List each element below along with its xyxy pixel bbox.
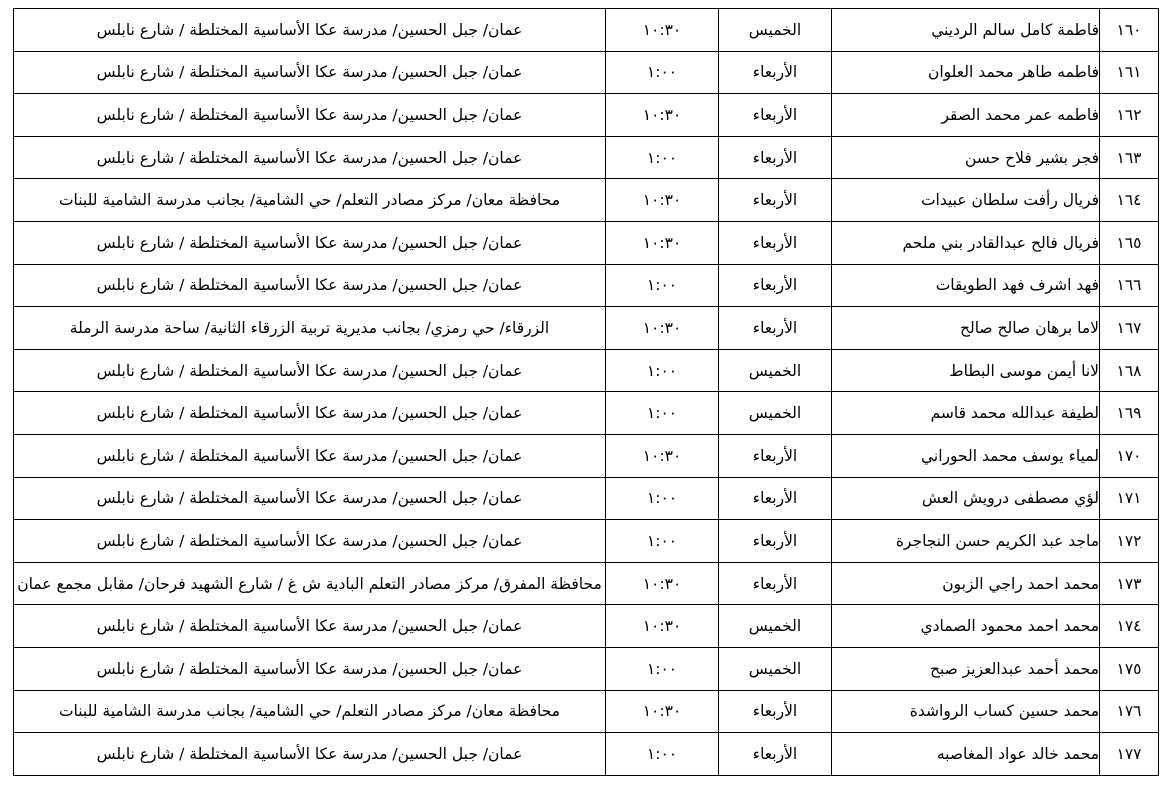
exam-location: عمان/ جبل الحسين/ مدرسة عكا الأساسية المختلطة / شارع نابلس — [96, 105, 523, 124]
exam-time: ١٠:٣٠ — [642, 233, 682, 252]
row-number-cell — [1100, 136, 1159, 179]
participant-name-cell — [832, 136, 1100, 179]
table-row — [14, 264, 1159, 307]
exam-time-cell — [606, 392, 719, 435]
schedule-table — [13, 8, 1159, 776]
exam-day: الخميس — [748, 617, 802, 636]
row-number-cell — [1100, 307, 1159, 350]
exam-time: ١٠:٣٠ — [642, 20, 682, 39]
participant-name-cell — [832, 94, 1100, 137]
participant-name: لمياء يوسف محمد الحوراني — [921, 446, 1099, 465]
exam-day: الخميس — [748, 404, 802, 423]
exam-day: الأربعاء — [752, 446, 798, 465]
exam-time: ١:٠٠ — [646, 659, 678, 678]
row-number-cell — [1100, 520, 1159, 563]
exam-time-cell — [606, 434, 719, 477]
exam-location: محافظة معان/ مركز مصادر التعلم/ حي الشامية/ بجانب مدرسة الشامية للبنات — [58, 191, 561, 210]
exam-location: عمان/ جبل الحسين/ مدرسة عكا الأساسية المختلطة / شارع نابلس — [96, 617, 523, 636]
exam-location-cell — [14, 647, 606, 690]
row-number-cell — [1100, 733, 1159, 776]
exam-day: الأربعاء — [752, 148, 798, 167]
exam-location: عمان/ جبل الحسين/ مدرسة عكا الأساسية المختلطة / شارع نابلس — [96, 659, 523, 678]
row-number-cell — [1100, 179, 1159, 222]
row-number: ١٦٨ — [1116, 361, 1142, 380]
table-row — [14, 392, 1159, 435]
exam-location: محافظة المفرق/ مركز مصادر التعلم البادية ش غ / شارع الشهيد فرحان/ مقابل مجمع عمان — [17, 574, 602, 593]
table-row — [14, 9, 1159, 52]
exam-time-cell — [606, 690, 719, 733]
participant-name: فريال رأفت سلطان عبيدات — [920, 191, 1099, 210]
exam-day: الأربعاء — [752, 318, 798, 337]
exam-day: الأربعاء — [752, 233, 798, 252]
schedule-sheet — [13, 8, 1159, 776]
exam-time-cell — [606, 264, 719, 307]
exam-time: ١:٠٠ — [646, 276, 678, 295]
participant-name-cell — [832, 51, 1100, 94]
table-row — [14, 477, 1159, 520]
exam-time: ١٠:٣٠ — [642, 105, 682, 124]
exam-location: عمان/ جبل الحسين/ مدرسة عكا الأساسية المختلطة / شارع نابلس — [96, 63, 523, 82]
exam-time: ١٠:٣٠ — [642, 574, 682, 593]
exam-location-cell — [14, 307, 606, 350]
exam-location-cell — [14, 733, 606, 776]
row-number: ١٧٤ — [1116, 617, 1142, 636]
exam-time-cell — [606, 51, 719, 94]
exam-time-cell — [606, 733, 719, 776]
exam-day: الخميس — [748, 361, 802, 380]
exam-time: ١:٠٠ — [646, 63, 678, 82]
exam-location: عمان/ جبل الحسين/ مدرسة عكا الأساسية المختلطة / شارع نابلس — [96, 20, 523, 39]
exam-location-cell — [14, 434, 606, 477]
row-number-cell — [1100, 264, 1159, 307]
participant-name: لانا أيمن موسى البطاط — [949, 361, 1099, 380]
participant-name-cell — [832, 264, 1100, 307]
exam-location-cell — [14, 9, 606, 52]
exam-time: ١٠:٣٠ — [642, 702, 682, 721]
row-number-cell — [1100, 94, 1159, 137]
participant-name: محمد احمد محمود الصمادي — [920, 617, 1099, 636]
exam-location-cell — [14, 264, 606, 307]
row-number: ١٦٣ — [1116, 148, 1142, 167]
exam-day: الأربعاء — [752, 105, 798, 124]
exam-day-cell — [719, 264, 832, 307]
exam-day: الخميس — [748, 20, 802, 39]
participant-name-cell — [832, 605, 1100, 648]
schedule-table-body — [14, 9, 1159, 776]
exam-location: عمان/ جبل الحسين/ مدرسة عكا الأساسية المختلطة / شارع نابلس — [96, 531, 523, 550]
row-number: ١٧٦ — [1116, 702, 1142, 721]
exam-time-cell — [606, 477, 719, 520]
row-number-cell — [1100, 51, 1159, 94]
exam-time: ١:٠٠ — [646, 148, 678, 167]
exam-time: ١:٠٠ — [646, 744, 678, 763]
exam-day: الأربعاء — [752, 63, 798, 82]
row-number-cell — [1100, 477, 1159, 520]
exam-day-cell — [719, 434, 832, 477]
table-row — [14, 307, 1159, 350]
exam-day: الأربعاء — [752, 744, 798, 763]
exam-time: ١٠:٣٠ — [642, 617, 682, 636]
row-number-cell — [1100, 221, 1159, 264]
exam-time-cell — [606, 349, 719, 392]
exam-day-cell — [719, 307, 832, 350]
row-number: ١٦٩ — [1116, 404, 1142, 423]
table-row — [14, 94, 1159, 137]
participant-name-cell — [832, 477, 1100, 520]
row-number-cell — [1100, 9, 1159, 52]
row-number: ١٧٧ — [1116, 744, 1142, 763]
exam-time-cell — [606, 179, 719, 222]
row-number: ١٦٧ — [1116, 318, 1142, 337]
exam-day-cell — [719, 477, 832, 520]
exam-day-cell — [719, 179, 832, 222]
participant-name-cell — [832, 221, 1100, 264]
row-number: ١٧٢ — [1116, 531, 1142, 550]
exam-location-cell — [14, 94, 606, 137]
exam-location: عمان/ جبل الحسين/ مدرسة عكا الأساسية المختلطة / شارع نابلس — [96, 446, 523, 465]
exam-day-cell — [719, 392, 832, 435]
row-number-cell — [1100, 690, 1159, 733]
exam-day: الأربعاء — [752, 191, 798, 210]
table-row — [14, 221, 1159, 264]
row-number-cell — [1100, 605, 1159, 648]
participant-name-cell — [832, 690, 1100, 733]
participant-name: ماجد عبد الكريم حسن النجاجرة — [895, 531, 1099, 550]
exam-time: ١:٠٠ — [646, 531, 678, 550]
row-number-cell — [1100, 647, 1159, 690]
participant-name-cell — [832, 562, 1100, 605]
row-number: ١٧١ — [1116, 489, 1142, 508]
participant-name-cell — [832, 9, 1100, 52]
table-row — [14, 647, 1159, 690]
exam-location-cell — [14, 349, 606, 392]
exam-location: عمان/ جبل الحسين/ مدرسة عكا الأساسية المختلطة / شارع نابلس — [96, 233, 523, 252]
row-number: ١٦٢ — [1116, 105, 1142, 124]
participant-name: لطيفة عبدالله محمد قاسم — [930, 404, 1099, 423]
exam-day-cell — [719, 520, 832, 563]
exam-day-cell — [719, 605, 832, 648]
table-row — [14, 562, 1159, 605]
exam-location: عمان/ جبل الحسين/ مدرسة عكا الأساسية المختلطة / شارع نابلس — [96, 489, 523, 508]
exam-location-cell — [14, 690, 606, 733]
row-number: ١٦١ — [1116, 63, 1142, 82]
exam-day-cell — [719, 690, 832, 733]
participant-name-cell — [832, 307, 1100, 350]
exam-time-cell — [606, 605, 719, 648]
exam-day-cell — [719, 51, 832, 94]
participant-name: محمد خالد عواد المغاصبه — [936, 744, 1099, 763]
exam-time-cell — [606, 647, 719, 690]
exam-location-cell — [14, 51, 606, 94]
exam-time: ١:٠٠ — [646, 489, 678, 508]
exam-time: ١٠:٣٠ — [642, 318, 682, 337]
table-row — [14, 349, 1159, 392]
participant-name-cell — [832, 520, 1100, 563]
participant-name: محمد احمد راجي الزبون — [942, 574, 1099, 593]
row-number: ١٧٥ — [1116, 659, 1142, 678]
exam-time: ١٠:٣٠ — [642, 446, 682, 465]
exam-day: الأربعاء — [752, 489, 798, 508]
exam-day-cell — [719, 349, 832, 392]
exam-day: الأربعاء — [752, 276, 798, 295]
participant-name-cell — [832, 733, 1100, 776]
participant-name-cell — [832, 647, 1100, 690]
exam-location-cell — [14, 179, 606, 222]
table-row — [14, 605, 1159, 648]
exam-time: ١:٠٠ — [646, 404, 678, 423]
exam-location-cell — [14, 392, 606, 435]
exam-location-cell — [14, 605, 606, 648]
exam-location-cell — [14, 477, 606, 520]
exam-time-cell — [606, 9, 719, 52]
participant-name-cell — [832, 434, 1100, 477]
exam-time-cell — [606, 520, 719, 563]
participant-name: فاطمه عمر محمد الصقر — [941, 105, 1099, 124]
table-row — [14, 690, 1159, 733]
row-number-cell — [1100, 349, 1159, 392]
participant-name: لؤي مصطفى درويش العش — [921, 489, 1099, 508]
row-number: ١٦٦ — [1116, 276, 1142, 295]
participant-name: محمد حسين كساب الرواشدة — [909, 702, 1099, 721]
exam-location: الزرقاء/ حي رمزي/ بجانب مديرية تربية الزرقاء الثانية/ ساحة مدرسة الرملة — [69, 318, 550, 337]
exam-location: عمان/ جبل الحسين/ مدرسة عكا الأساسية المختلطة / شارع نابلس — [96, 744, 523, 763]
table-row — [14, 136, 1159, 179]
exam-day-cell — [719, 221, 832, 264]
exam-day-cell — [719, 94, 832, 137]
exam-day: الخميس — [748, 659, 802, 678]
exam-day-cell — [719, 562, 832, 605]
participant-name: فريال فالح عبدالقادر بني ملحم — [902, 233, 1099, 252]
table-row — [14, 434, 1159, 477]
row-number: ١٧٠ — [1116, 446, 1142, 465]
exam-location: عمان/ جبل الحسين/ مدرسة عكا الأساسية المختلطة / شارع نابلس — [96, 276, 523, 295]
exam-location: عمان/ جبل الحسين/ مدرسة عكا الأساسية المختلطة / شارع نابلس — [96, 148, 523, 167]
row-number: ١٦٥ — [1116, 233, 1142, 252]
exam-time: ١٠:٣٠ — [642, 191, 682, 210]
exam-location-cell — [14, 136, 606, 179]
exam-location: محافظة معان/ مركز مصادر التعلم/ حي الشامية/ بجانب مدرسة الشامية للبنات — [58, 702, 561, 721]
table-row — [14, 733, 1159, 776]
exam-day-cell — [719, 136, 832, 179]
exam-day: الأربعاء — [752, 702, 798, 721]
participant-name-cell — [832, 392, 1100, 435]
row-number: ١٧٣ — [1116, 574, 1142, 593]
row-number: ١٦٤ — [1116, 191, 1142, 210]
row-number: ١٦٠ — [1116, 20, 1142, 39]
table-row — [14, 520, 1159, 563]
participant-name: محمد أحمد عبدالعزيز صبح — [929, 659, 1099, 678]
table-row — [14, 179, 1159, 222]
participant-name: فاطمه طاهر محمد العلوان — [927, 63, 1099, 82]
exam-day-cell — [719, 733, 832, 776]
participant-name: فهد اشرف فهد الطويقات — [935, 276, 1099, 295]
exam-location-cell — [14, 562, 606, 605]
row-number-cell — [1100, 434, 1159, 477]
row-number-cell — [1100, 562, 1159, 605]
participant-name: لاما برهان صالح صالح — [959, 318, 1099, 337]
row-number-cell — [1100, 392, 1159, 435]
exam-location-cell — [14, 221, 606, 264]
participant-name: فجر بشير فلاح حسن — [965, 148, 1099, 167]
participant-name: فاطمة كامل سالم الرديني — [931, 20, 1099, 39]
exam-day: الأربعاء — [752, 574, 798, 593]
participant-name-cell — [832, 349, 1100, 392]
exam-location-cell — [14, 520, 606, 563]
table-row — [14, 51, 1159, 94]
exam-time-cell — [606, 221, 719, 264]
exam-day-cell — [719, 9, 832, 52]
exam-day-cell — [719, 647, 832, 690]
exam-time-cell — [606, 307, 719, 350]
exam-location: عمان/ جبل الحسين/ مدرسة عكا الأساسية المختلطة / شارع نابلس — [96, 361, 523, 380]
exam-location: عمان/ جبل الحسين/ مدرسة عكا الأساسية المختلطة / شارع نابلس — [96, 404, 523, 423]
exam-time-cell — [606, 562, 719, 605]
exam-time-cell — [606, 94, 719, 137]
participant-name-cell — [832, 179, 1100, 222]
exam-time-cell — [606, 136, 719, 179]
exam-time: ١:٠٠ — [646, 361, 678, 380]
exam-day: الأربعاء — [752, 531, 798, 550]
